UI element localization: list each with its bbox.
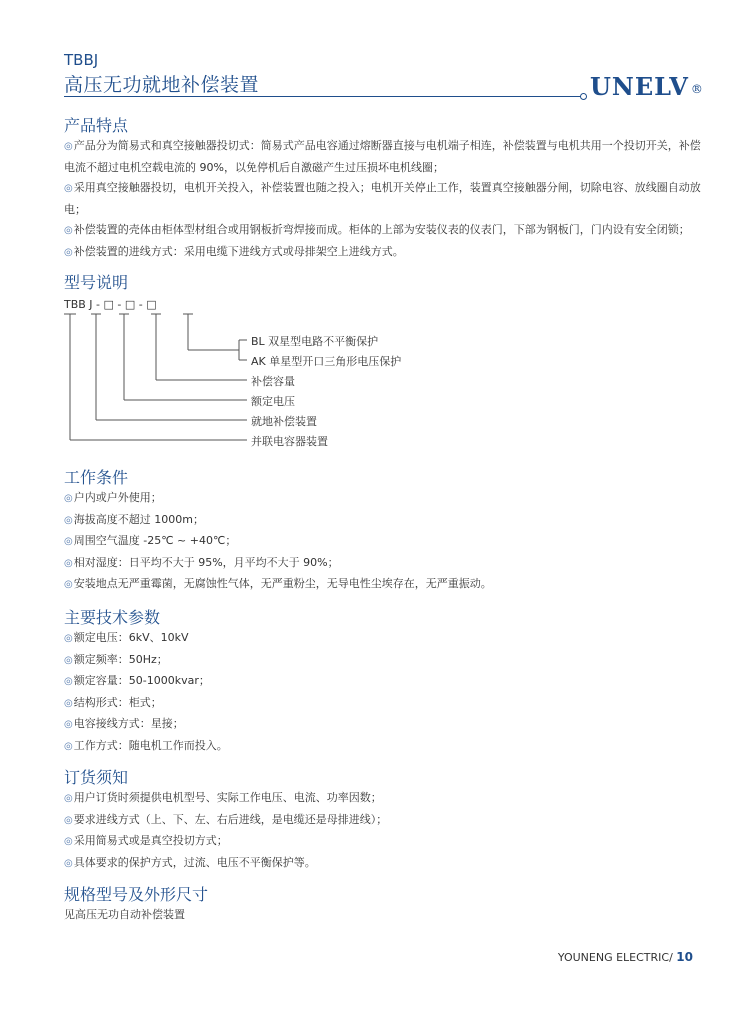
bullet-icon: ◎ bbox=[64, 793, 73, 804]
list-item: ◎补偿装置的壳体由柜体型材组合或用钢板折弯焊接而成。柜体的上部为安装仪表的仪表门，下部为钢板门，门内设有安全闭锁； bbox=[64, 223, 690, 236]
list-item: ◎周围空气温度 -25℃ ~ +40℃； bbox=[64, 534, 237, 547]
section-title-model: 型号说明 bbox=[64, 273, 129, 292]
list-item: ◎采用简易式或是真空投切方式； bbox=[64, 834, 228, 847]
model-label-parallel: 并联电容器装置 bbox=[251, 435, 328, 448]
bullet-icon: ◎ bbox=[64, 183, 73, 194]
model-label-ak: AK 单星型开口三角形电压保护 bbox=[251, 355, 402, 368]
list-item: ◎电容接线方式：星接； bbox=[64, 717, 184, 730]
bullet-icon: ◎ bbox=[64, 579, 73, 590]
bullet-icon: ◎ bbox=[64, 676, 73, 687]
list-item: ◎额定频率：50Hz； bbox=[64, 652, 168, 666]
bullet-icon: ◎ bbox=[64, 536, 73, 547]
section-title-features: 产品特点 bbox=[64, 116, 129, 135]
list-item: ◎相对湿度：日平均不大于 95%，月平均不大于 90%； bbox=[64, 555, 339, 569]
bullet-icon: ◎ bbox=[64, 857, 73, 869]
list-item: ◎补偿装置的进线方式：采用电缆下进线方式或母排架空上进线方式。 bbox=[64, 244, 404, 258]
brand-logo bbox=[590, 72, 704, 101]
list-item: ◎产品分为简易式和真空接触器投切式：简易式产品电容通过熔断器直接与电机端子相连，补偿装置与电机共用一个投切开关，补偿电流不超过电机空载电流的 90%，以免停机后自激磁产生过压损坏电机线圈； bbox=[64, 139, 701, 174]
bullet-icon: ◎ bbox=[64, 814, 73, 826]
page-title: 高压无功就地补偿装置 bbox=[64, 74, 260, 96]
section-title-ordering: 订货须知 bbox=[64, 768, 129, 787]
list-item: ◎用户订货时须提供电机型号、实际工作电压、电流、功率因数； bbox=[64, 791, 382, 804]
params-list bbox=[64, 628, 704, 757]
bullet-icon: ◎ bbox=[64, 633, 73, 644]
bullet-icon: ◎ bbox=[64, 719, 73, 730]
spec-text bbox=[64, 905, 704, 926]
list-item: ◎户内或户外使用； bbox=[64, 491, 162, 504]
bullet-icon: ◎ bbox=[64, 246, 73, 258]
header-divider bbox=[64, 96, 582, 97]
product-code: TBBJ bbox=[64, 51, 99, 69]
model-label-local: 就地补偿装置 bbox=[251, 415, 317, 428]
header-divider-dot bbox=[580, 93, 587, 100]
bullet-icon: ◎ bbox=[64, 740, 73, 752]
section-title-conditions: 工作条件 bbox=[64, 468, 129, 487]
ordering-list bbox=[64, 788, 704, 874]
list-item: ◎具体要求的保护方式，过流、电压不平衡保护等。 bbox=[64, 855, 316, 869]
brand-logo-text: UNELV bbox=[590, 72, 689, 101]
model-label-bl: BL 双星型电路不平衡保护 bbox=[251, 335, 379, 348]
list-item: ◎工作方式：随电机工作而投入。 bbox=[64, 738, 228, 752]
bullet-icon: ◎ bbox=[64, 557, 73, 569]
model-label-capacity: 补偿容量 bbox=[251, 375, 295, 388]
model-label-voltage: 额定电压 bbox=[251, 395, 295, 408]
bullet-icon: ◎ bbox=[64, 836, 73, 847]
list-item: ◎额定容量：50-1000kvar； bbox=[64, 674, 210, 687]
bullet-icon: ◎ bbox=[64, 493, 73, 504]
features-list bbox=[64, 136, 704, 263]
section-title-params: 主要技术参数 bbox=[64, 608, 161, 627]
bullet-icon: ◎ bbox=[64, 141, 73, 152]
page-number: 10 bbox=[676, 950, 693, 964]
section-title-spec: 规格型号及外形尺寸 bbox=[64, 885, 209, 904]
list-item: ◎安装地点无严重霉菌，无腐蚀性气体，无严重粉尘，无导电性尘埃存在，无严重振动。 bbox=[64, 577, 492, 590]
model-code: TBB J - □ - □ - □ bbox=[64, 298, 157, 311]
list-item: ◎要求进线方式（上、下、左、右后进线，是电缆还是母排进线）； bbox=[64, 812, 388, 826]
model-code-diagram bbox=[64, 298, 464, 458]
conditions-list bbox=[64, 488, 704, 596]
registered-mark: ® bbox=[690, 82, 704, 96]
list-item: ◎结构形式：柜式； bbox=[64, 695, 162, 709]
bullet-icon: ◎ bbox=[64, 697, 73, 709]
list-item: ◎海拔高度不超过 1000m； bbox=[64, 512, 204, 526]
page-footer bbox=[558, 950, 693, 964]
bullet-icon: ◎ bbox=[64, 514, 73, 526]
list-item: ◎额定电压：6kV、10kV bbox=[64, 631, 189, 644]
list-item: ◎采用真空接触器投切，电机开关投入，补偿装置也随之投入；电机开关停止工作，装置真空接触器分闸，切除电容、放线圈自动放电； bbox=[64, 181, 701, 216]
bullet-icon: ◎ bbox=[64, 225, 73, 236]
list-item: 见高压无功自动补偿装置 bbox=[64, 908, 185, 921]
bullet-icon: ◎ bbox=[64, 654, 73, 666]
footer-company: YOUNENG ELECTRIC/ bbox=[557, 951, 673, 964]
